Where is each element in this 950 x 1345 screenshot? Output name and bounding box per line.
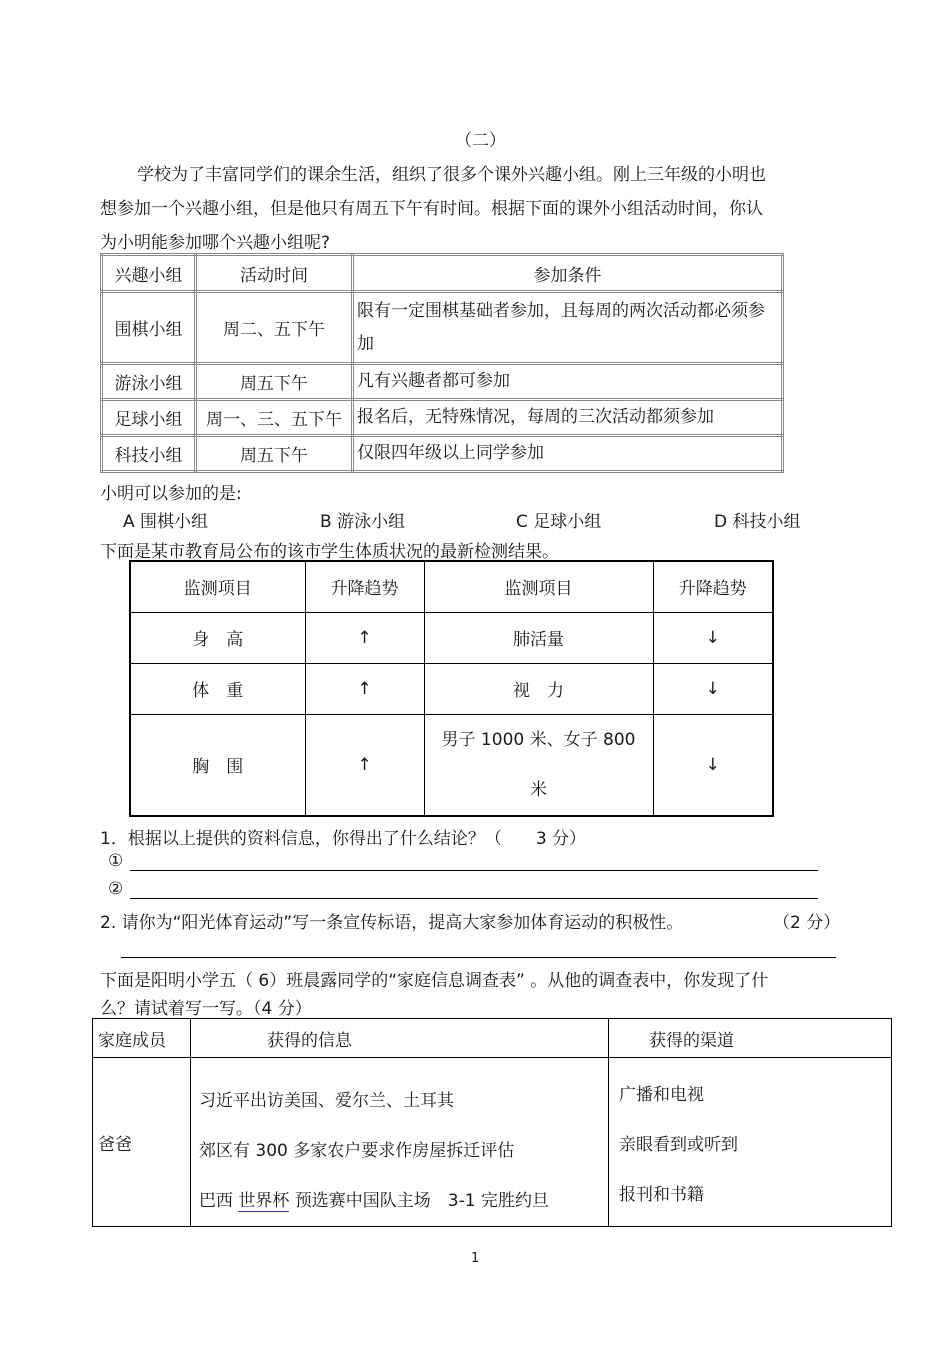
- table-row: [102, 436, 783, 472]
- header-item: 监测项目: [130, 561, 305, 612]
- survey-intro-line-1: 下面是阳明小学五（ 6）班晨露同学的“家庭信息调查表” 。从他的调查表中，你发现了什: [100, 971, 769, 991]
- group-condition: 仅限四年级以上同学参加: [353, 436, 783, 472]
- item-name: 身 高: [130, 612, 305, 663]
- info-item: 习近平出访美国、爱尔兰、土耳其: [199, 1091, 454, 1111]
- question-1: 1．根据以上提供的资料信息，你得出了什么结论？（ 3 分）: [100, 829, 587, 849]
- item-name: 视 力: [424, 663, 653, 714]
- group-condition: 限有一定围棋基础者参加，且每周的两次活动都必须参加: [353, 292, 783, 364]
- group-time: 周一、三、五下午: [196, 400, 353, 436]
- trend-up-icon: ↑: [305, 612, 424, 663]
- table-row: [102, 400, 783, 436]
- question-groups: 小明可以参加的是:: [100, 484, 242, 504]
- fitness-table: [129, 560, 774, 817]
- table-header-row: [93, 1019, 892, 1058]
- intro-line-3: 为小明能参加哪个兴趣小组呢?: [100, 233, 331, 253]
- group-name: 足球小组: [102, 400, 196, 436]
- group-time: 周五下午: [196, 436, 353, 472]
- survey-table: [92, 1018, 892, 1227]
- table-row: [130, 612, 773, 663]
- channel-item: 亲眼看到或听到: [619, 1135, 738, 1155]
- header-trend: 升降趋势: [653, 561, 773, 612]
- table-header-row: [130, 561, 773, 612]
- page-number: 1: [471, 1251, 480, 1266]
- answer-line-3[interactable]: [121, 957, 836, 958]
- question-2-points: （2 分）: [773, 913, 841, 933]
- worldcup-link[interactable]: 世界杯: [238, 1191, 290, 1211]
- header-item: 监测项目: [424, 561, 653, 612]
- info-cell: [191, 1058, 609, 1227]
- option-d: D 科技小组: [714, 512, 801, 532]
- info-text: 预选赛中国队主场 3-1 完胜约旦: [289, 1191, 549, 1211]
- info-text: 巴西: [199, 1191, 239, 1211]
- header-condition: 参加条件: [353, 255, 783, 292]
- option-c: C 足球小组: [516, 512, 602, 532]
- table-row: [130, 714, 773, 816]
- question-2: 2. 请你为“阳光体育运动”写一条宣传标语，提高大家参加体育运动的积极性。: [100, 913, 684, 933]
- trend-down-icon: ↓: [653, 612, 773, 663]
- answer-line-2[interactable]: [130, 898, 818, 899]
- item-name: 胸 围: [130, 714, 305, 816]
- group-time: 周五下午: [196, 364, 353, 400]
- table-row: [102, 364, 783, 400]
- fitness-intro: 下面是某市教育局公布的该市学生体质状况的最新检测结果。: [100, 542, 559, 562]
- item-name: 男子 1000 米、女子 800 米: [424, 714, 653, 816]
- group-name: 科技小组: [102, 436, 196, 472]
- option-b: B 游泳小组: [320, 512, 406, 532]
- channel-item: 广播和电视: [619, 1085, 704, 1105]
- member-name: 爸爸: [93, 1058, 191, 1227]
- channel-item: 报刊和书籍: [619, 1185, 704, 1205]
- trend-up-icon: ↑: [305, 663, 424, 714]
- option-a: A 围棋小组: [123, 512, 209, 532]
- group-condition: 报名后，无特殊情况，每周的三次活动都须参加: [353, 400, 783, 436]
- group-name: 围棋小组: [102, 292, 196, 364]
- table-row: [102, 292, 783, 364]
- survey-intro-line-2: 么？请试着写一写。（4 分）: [100, 999, 312, 1019]
- header-time: 活动时间: [196, 255, 353, 292]
- header-trend: 升降趋势: [305, 561, 424, 612]
- header-channel: 获得的渠道: [609, 1019, 892, 1058]
- group-name: 游泳小组: [102, 364, 196, 400]
- item-name: 体 重: [130, 663, 305, 714]
- header-member: 家庭成员: [93, 1019, 191, 1058]
- trend-down-icon: ↓: [653, 714, 773, 816]
- info-item: 郊区有 300 多家农户要求作房屋拆迁评估: [199, 1141, 515, 1161]
- info-item: [199, 1176, 608, 1226]
- table-row: [93, 1058, 892, 1227]
- channel-cell: [609, 1058, 892, 1227]
- trend-down-icon: ↓: [653, 663, 773, 714]
- group-time: 周二、五下午: [196, 292, 353, 364]
- header-info: 获得的信息: [191, 1019, 609, 1058]
- intro-line-1: 学校为了丰富同学们的课余生活，组织了很多个课外兴趣小组。刚上三年级的小明也: [137, 165, 766, 185]
- table-header-row: [102, 255, 783, 292]
- item-name: 肺活量: [424, 612, 653, 663]
- group-condition: 凡有兴趣者都可参加: [353, 364, 783, 400]
- intro-line-2: 想参加一个兴趣小组，但是他只有周五下午有时间。根据下面的课外小组活动时间，你认: [100, 199, 763, 219]
- header-group: 兴趣小组: [102, 255, 196, 292]
- answer-mark-2: ②: [108, 879, 124, 899]
- table-row: [130, 663, 773, 714]
- answer-line-1[interactable]: [130, 870, 818, 871]
- section-title: （二）: [455, 131, 506, 151]
- answer-mark-1: ①: [108, 851, 124, 871]
- interest-groups-table: [100, 253, 784, 473]
- trend-up-icon: ↑: [305, 714, 424, 816]
